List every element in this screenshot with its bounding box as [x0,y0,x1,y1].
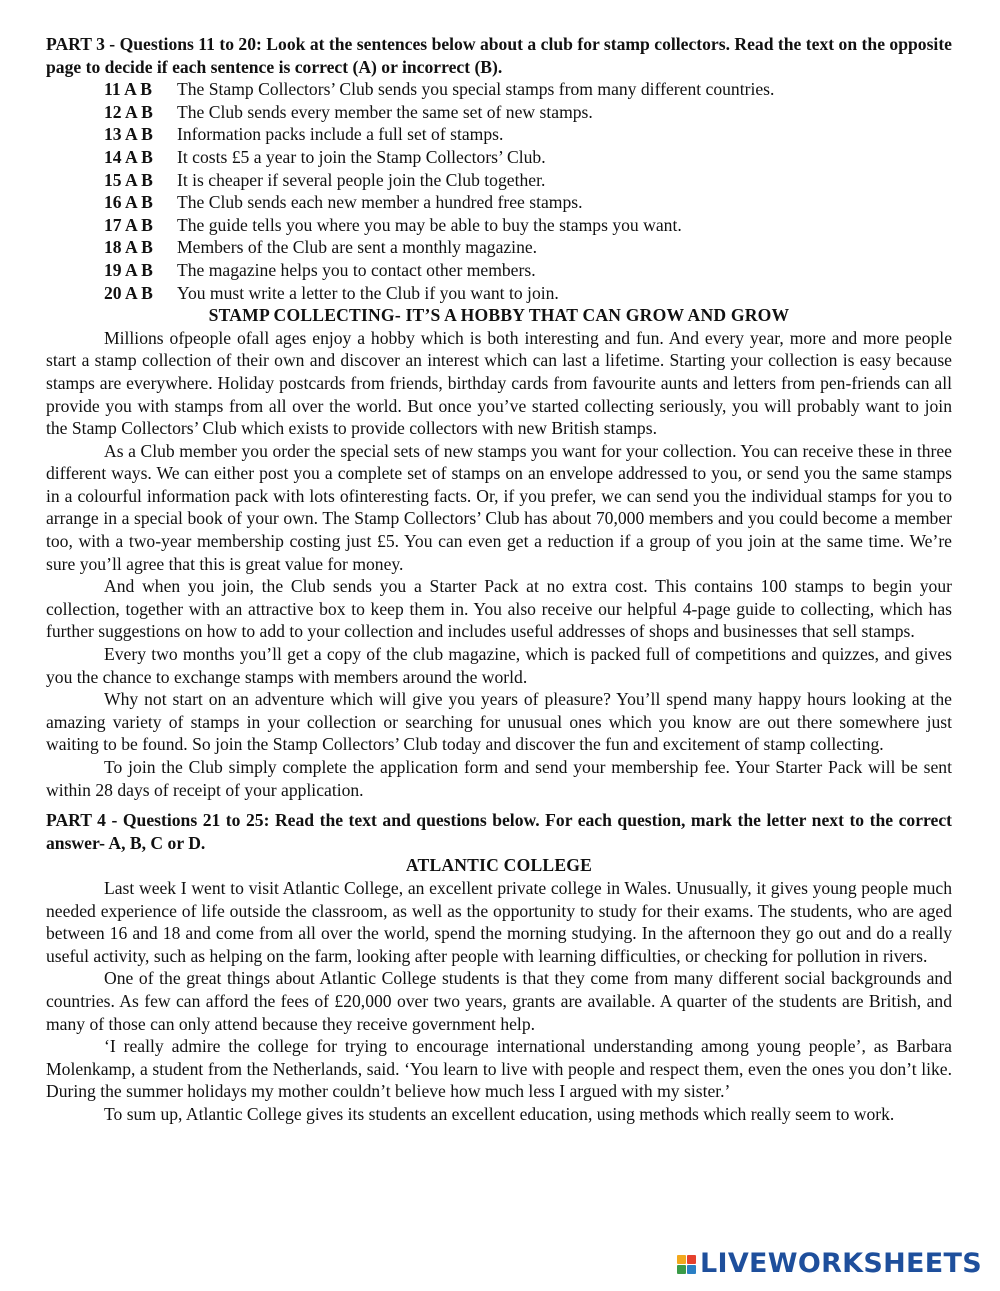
reading-paragraph: Why not start on an adventure which will give you years of pleasure? You’ll spend many happy hours looking at the amazing variety of stamps in your collection or searching for unusual ones which you know are out there somewhere just waiting to be found. So join the Stamp Collectors’ Club today and discover the fun and excitement of stamp collecting. [46,689,952,755]
question-text: It costs £5 a year to join the Stamp Collectors’ Club. [177,146,546,167]
question-item [104,236,952,259]
logo-text: LIVEWORKSHEETS [699,1248,982,1279]
question-text: The guide tells you where you may be able to buy the stamps you want. [177,214,682,235]
question-item [104,282,952,305]
question-text: The Stamp Collectors’ Club sends you special stamps from many different countries. [177,79,775,100]
atlantic-college-title: ATLANTIC COLLEGE [405,855,593,876]
question-text: The Club sends each new member a hundred free stamps. [177,192,583,213]
question-text: Members of the Club are sent a monthly magazine. [177,237,538,258]
question-number-options[interactable]: 18 A B [104,237,153,258]
worksheet-page [46,33,952,1126]
question-item [104,214,952,237]
question-item [104,169,952,192]
question-text: You must write a letter to the Club if you want to join. [177,282,559,303]
logo-blocks-icon [677,1255,696,1274]
stamp-collecting-title: STAMP COLLECTING- IT’S A HOBBY THAT CAN GROW AND GROW [208,305,790,326]
question-text: It is cheaper if several people join the Club together. [177,169,546,190]
reading-paragraph: Millions ofpeople ofall ages enjoy a hobby which is both interesting and fun. And every year, more and more people start a stamp collection of their own and discover an interest which can last a lifetime. Starting your collection is easy because stamps are everywhere. Holiday postcards from friends, birthday cards from favourite aunts and letters from pen-friends can all provide you with stamps from all over the world. But once you’ve started collecting seriously, you will probably want to join the Stamp Collectors’ Club which exists to provide collectors with new British stamps. [46,327,952,439]
question-number-options[interactable]: 14 A B [104,146,153,167]
liveworksheets-logo [677,1249,982,1279]
question-number-options[interactable]: 15 A B [104,169,153,190]
question-number-options[interactable]: 12 A B [104,101,153,122]
reading-paragraph: To sum up, Atlantic College gives its students an excellent education, using methods which really seem to work. [104,1103,895,1124]
section-gap [46,801,952,809]
question-number-options[interactable]: 19 A B [104,259,153,280]
part4-heading: PART 4 - Questions 21 to 25: Read the text and questions below. For each question, mark the letter next to the correct answer- A, B, C or D. [46,810,952,853]
reading-paragraph: Every two months you’ll get a copy of the club magazine, which is packed full of competitions and quizzes, and gives you the chance to exchange stamps with members around the world. [46,644,952,687]
part3-question-list [46,78,952,304]
question-number-options[interactable]: 20 A B [104,282,153,303]
question-number-options[interactable]: 11 A B [104,79,152,100]
reading-paragraph: ‘I really admire the college for trying to encourage international understanding among young people’, as Barbara Molenkamp, a student from the Netherlands, said. ‘You learn to live with people and respect them, even the ones you don’t like. During the summer holidays my mother couldn’t believe how much less I argued with my sister.’ [46,1036,952,1102]
logo-block [687,1255,696,1264]
reading-paragraph: Last week I went to visit Atlantic College, an excellent private college in Wales. Unusually, it gives young people much needed experience of life outside the classroom, as well as the opportunity to study for their exams. The students, who are aged between 16 and 18 and come from all over the world, spend the morning studying. In the afternoon they go out and do a really useful activity, such as helping on the farm, looking after people with learning difficulties, or checking for pollution in rivers. [46,877,952,966]
question-number-options[interactable]: 13 A B [104,124,153,145]
question-item [104,191,952,214]
question-number-options[interactable]: 17 A B [104,214,153,235]
question-text: The Club sends every member the same set of new stamps. [177,101,593,122]
logo-block [677,1265,686,1274]
reading-paragraph: One of the great things about Atlantic College students is that they come from many different social backgrounds and countries. As few can afford the fees of £20,000 over two years, grants are available. A quarter of the students are British, and many of those can only attend because they receive government help. [46,968,952,1034]
question-text: Information packs include a full set of stamps. [177,124,504,145]
question-item [104,123,952,146]
logo-block [687,1265,696,1274]
question-item [104,78,952,101]
reading-paragraph: To join the Club simply complete the application form and send your membership fee. Your Starter Pack will be sent within 28 days of receipt of your application. [46,757,952,800]
question-item [104,259,952,282]
question-text: The magazine helps you to contact other members. [177,259,536,280]
reading-paragraph: As a Club member you order the special sets of new stamps you want for your collection. You can receive these in three different ways. We can either post you a complete set of stamps on an envelope addressed to you, or send you the same stamps in a colourful information pack with lots ofinteresting facts. Or, if you prefer, we can send you the individual stamps for you to arrange in a special book of your own. The Stamp Collectors’ Club has about 70,000 members and you could become a member too, with a two-year membership costing just £5. You can even get a reduction if a group of you join at the same time. We’re sure you’ll agree that this is great value for money. [46,440,952,574]
question-number-options[interactable]: 16 A B [104,192,153,213]
logo-block [677,1255,686,1264]
part3-heading: PART 3 - Questions 11 to 20: Look at the sentences below about a club for stamp collectors. Read the text on the opposite page to decide if each sentence is correct (A) or incorrect (B). [46,34,952,77]
question-item [104,146,952,169]
question-item [104,101,952,124]
reading-paragraph: And when you join, the Club sends you a Starter Pack at no extra cost. This contains 100 stamps to begin your collection, together with an attractive box to keep them in. You also receive our helpful 4-page guide to collecting, which has further suggestions on how to add to your collection and includes useful addresses of shops and businesses that sell stamps. [46,576,952,642]
